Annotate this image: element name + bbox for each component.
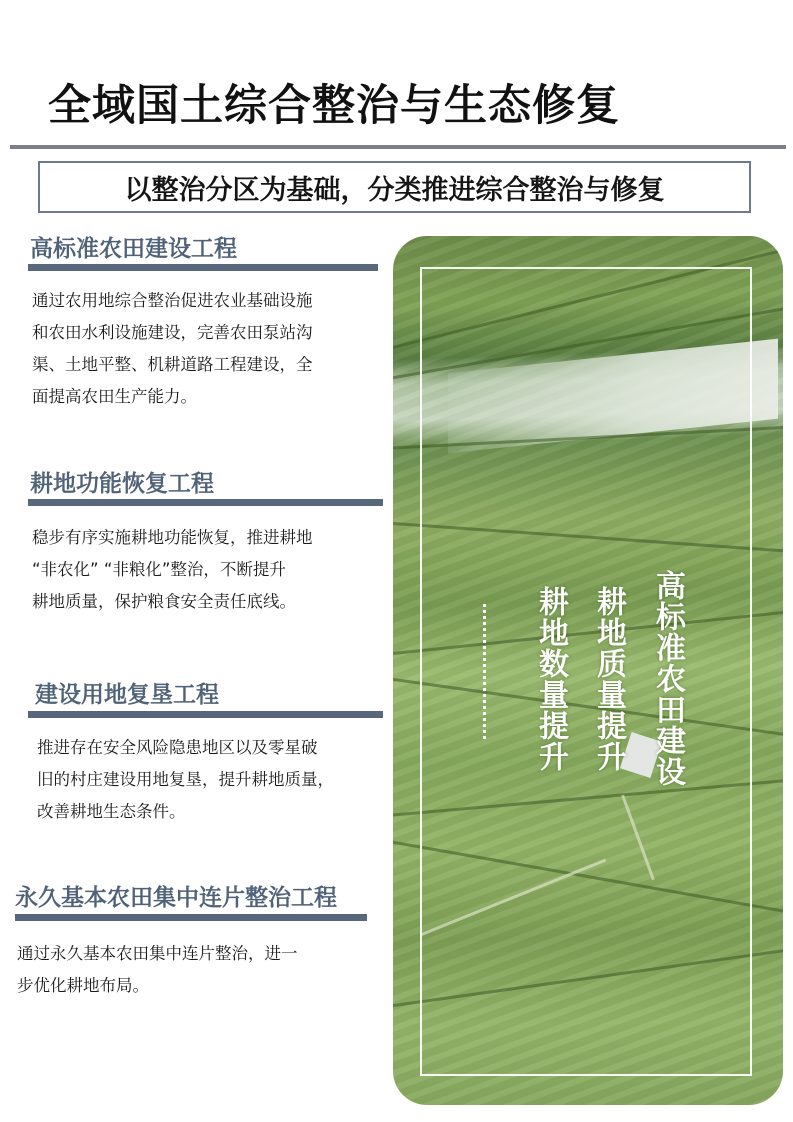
section-body-basic-farmland bbox=[17, 938, 298, 1002]
section-heading-basic-farmland: 永久基本农田集中连片整治工程 bbox=[15, 885, 337, 911]
section-heading-farmland: 高标准农田建设工程 bbox=[30, 236, 237, 262]
body-line: 稳步有序实施耕地功能恢复，推进耕地 bbox=[32, 528, 313, 547]
body-line: 通过永久基本农田集中连片整治，进一 bbox=[17, 944, 298, 963]
body-line: 旧的村庄建设用地复垦，提升耕地质量， bbox=[37, 770, 334, 789]
body-line: 耕地质量，保护粮食安全责任底线。 bbox=[32, 592, 296, 611]
section-heading-cultivated-restore: 耕地功能恢复工程 bbox=[30, 471, 214, 497]
section-bar-basic-farmland bbox=[15, 914, 367, 921]
subtitle-box bbox=[38, 161, 751, 213]
terrace-photo bbox=[393, 236, 783, 1105]
body-line: 渠、土地平整、机耕道路工程建设，全 bbox=[32, 355, 313, 374]
body-line: “非农化” “非粮化”整治，不断提升 bbox=[32, 560, 286, 579]
body-line: 步优化耕地布局。 bbox=[17, 976, 149, 995]
section-body-farmland bbox=[32, 285, 313, 413]
section-bar-farmland bbox=[28, 264, 378, 271]
title-rule bbox=[10, 145, 786, 149]
section-body-land-reclaim bbox=[37, 732, 334, 828]
body-line: 改善耕地生态条件。 bbox=[37, 802, 186, 821]
section-heading-land-reclaim: 建设用地复垦工程 bbox=[35, 682, 219, 708]
body-line: 面提高农田生产能力。 bbox=[32, 387, 197, 406]
subtitle: 以整治分区为基础，分类推进综合整治与修复 bbox=[124, 174, 665, 206]
body-line: 推进存在安全风险隐患地区以及零星破 bbox=[37, 738, 318, 757]
page-title: 全域国土综合整治与生态修复 bbox=[48, 81, 620, 131]
body-line: 通过农用地综合整治促进农业基础设施 bbox=[32, 291, 313, 310]
photo-label-quality: 耕地质量提升 bbox=[591, 586, 626, 772]
section-bar-cultivated-restore bbox=[28, 499, 383, 506]
section-body-cultivated-restore bbox=[32, 522, 313, 618]
photo-label-quantity: 耕地数量提升 bbox=[533, 586, 568, 772]
photo-label-high-standard: 高标准农田建设 bbox=[650, 570, 685, 787]
section-bar-land-reclaim bbox=[28, 711, 383, 718]
dotted-divider bbox=[483, 604, 486, 739]
body-line: 和农田水利设施建设，完善农田泵站沟 bbox=[32, 323, 313, 342]
